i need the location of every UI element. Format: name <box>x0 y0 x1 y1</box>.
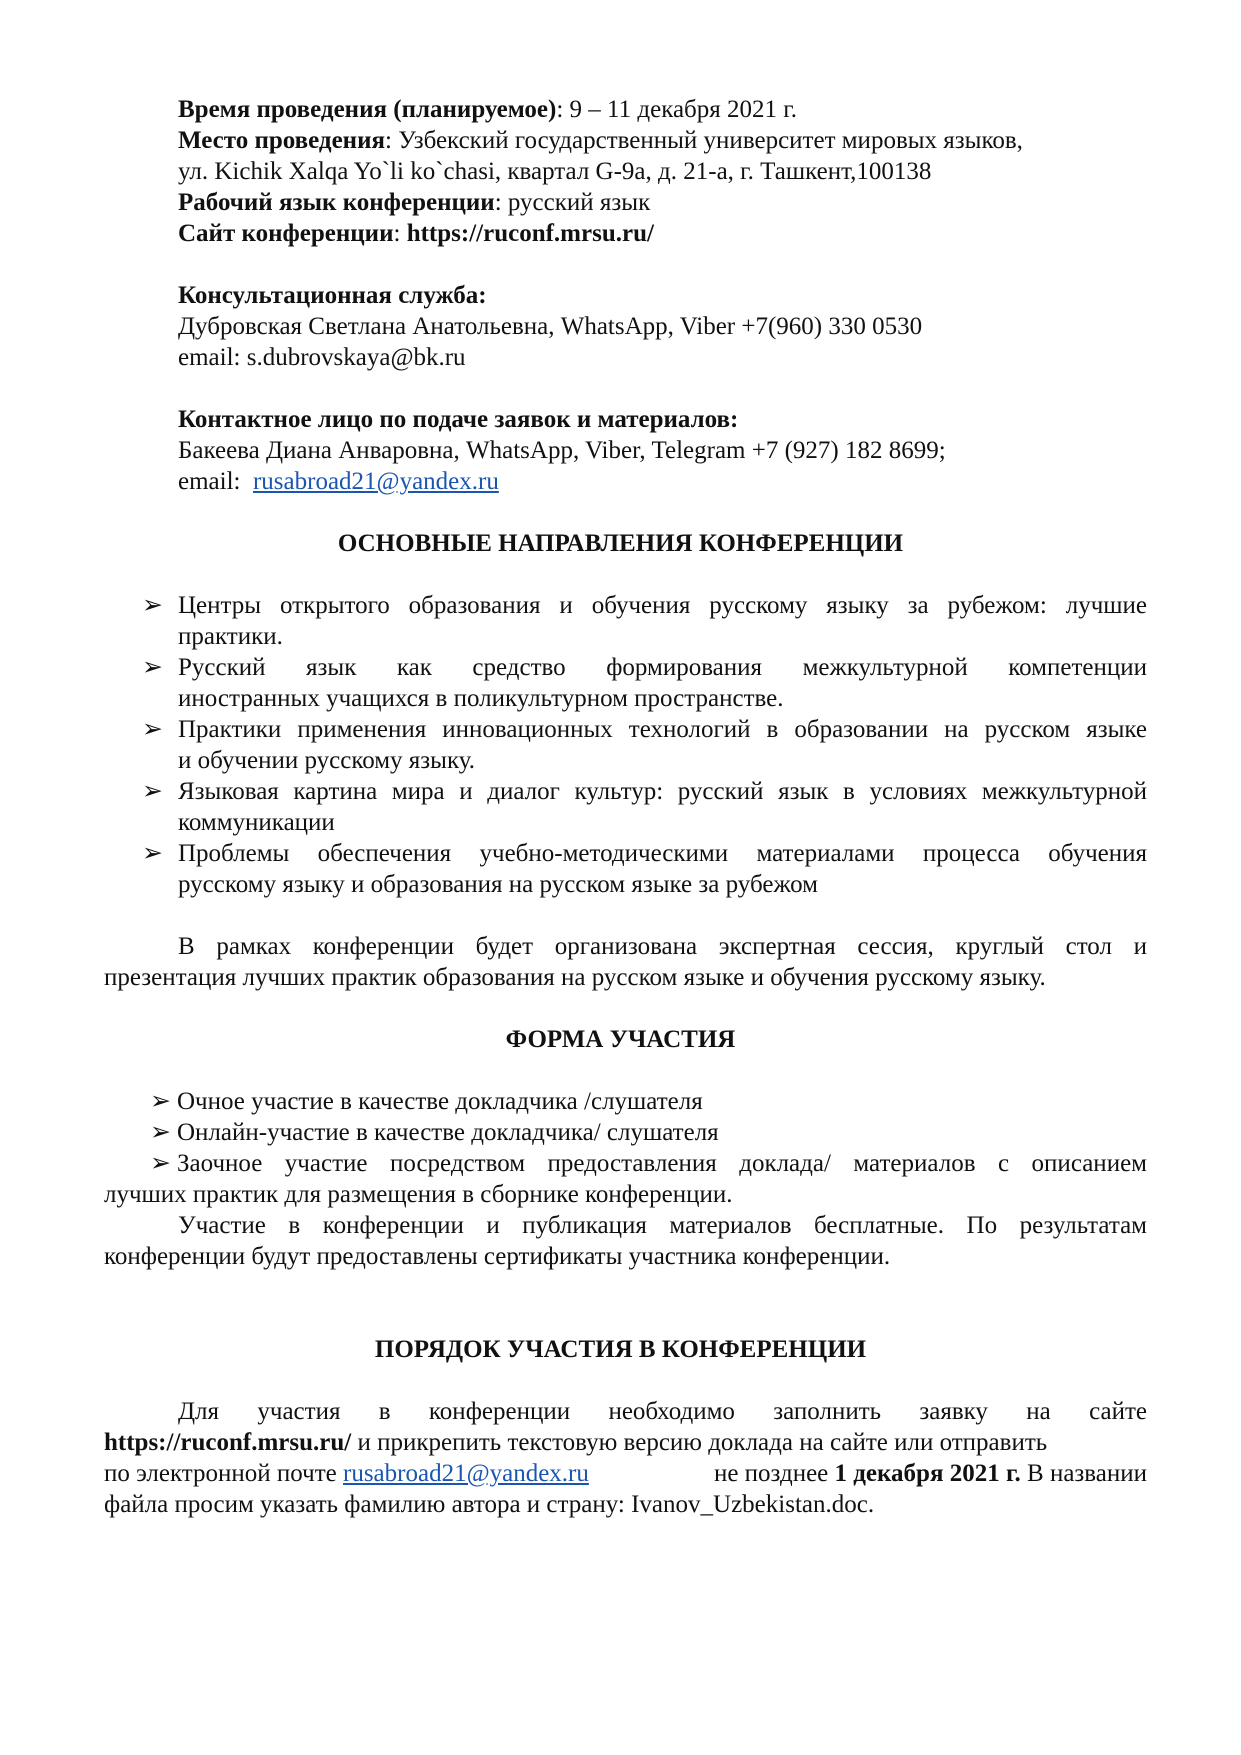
form-item-3-line1: Заочное участие посредством предоставления доклада/ материалов с описанием <box>177 1150 1147 1177</box>
form-item-3-line2: лучших практик для размещения в сборнике конференции. <box>104 1181 733 1208</box>
bullet-arrow-icon: ➢ <box>142 654 163 681</box>
contact-person: Бакеева Диана Анваровна, WhatsApp, Viber, Telegram +7 (927) 182 8699; <box>178 437 946 464</box>
form-heading: ФОРМА УЧАСТИЯ <box>505 1026 736 1053</box>
bullet-arrow-icon: ➢ <box>150 1150 171 1177</box>
contact-email-line <box>178 467 499 497</box>
lang-label: Рабочий язык конференции <box>178 189 495 216</box>
place-label: Место проведения <box>178 127 385 154</box>
bullet-arrow-icon: ➢ <box>142 778 163 805</box>
directions-note-line1: В рамках конференции будет организована экспертная сессия, круглый стол и <box>178 933 1147 960</box>
direction-item-4-line2: коммуникации <box>178 809 335 836</box>
time-line <box>178 95 797 125</box>
form-item-1: Очное участие в качестве докладчика /слушателя <box>177 1088 703 1115</box>
direction-item-2-line2: иностранных учащихся в поликультурном пространстве. <box>178 685 784 712</box>
direction-item-2-line1: Русский язык как средство формирования межкультурной компетенции <box>178 654 1147 681</box>
order-line4: файла просим указать фамилию автора и страну: Ivanov_Uzbekistan.doc. <box>104 1491 875 1518</box>
order-line1: Для участия в конференции необходимо заполнить заявку на сайте <box>178 1398 1147 1425</box>
site-label: Сайт конференции <box>178 220 394 247</box>
order-heading: ПОРЯДОК УЧАСТИЯ В КОНФЕРЕНЦИИ <box>374 1336 867 1363</box>
order-line3-a: по электронной почте <box>104 1460 343 1487</box>
consult-email: email: s.dubrovskaya@bk.ru <box>178 344 466 371</box>
form-free-line2: конференции будут предоставлены сертификаты участника конференции. <box>104 1243 891 1270</box>
bullet-arrow-icon: ➢ <box>142 840 163 867</box>
order-deadline: 1 декабря 2021 г. <box>834 1460 1021 1487</box>
directions-heading: ОСНОВНЫЕ НАПРАВЛЕНИЯ КОНФЕРЕНЦИИ <box>337 530 904 557</box>
order-site-url[interactable]: https://ruconf.mrsu.ru/ <box>104 1429 352 1456</box>
bullet-arrow-icon: ➢ <box>142 716 163 743</box>
lang-line <box>178 188 650 218</box>
site-sep: : <box>393 220 407 247</box>
bullet-arrow-icon: ➢ <box>142 592 163 619</box>
lang-value: : русский язык <box>494 189 651 216</box>
order-line3-end <box>714 1459 1147 1489</box>
site-line <box>178 219 654 249</box>
direction-item-5-line2: русскому языку и образования на русском языке за рубежом <box>178 871 818 898</box>
direction-item-3-line2: и обучении русскому языку. <box>178 747 475 774</box>
bullet-arrow-icon: ➢ <box>150 1119 171 1146</box>
order-email-link[interactable]: rusabroad21@yandex.ru <box>343 1460 589 1487</box>
direction-item-1-line2: практики. <box>178 623 283 650</box>
place-address: ул. Kichik Xalqa Yo`li ko`chasi, квартал G-9a, д. 21-а, г. Ташкент,100138 <box>178 158 932 185</box>
consult-heading: Консультационная служба: <box>178 282 487 309</box>
directions-note-line2: презентация лучших практик образования на русском языке и обучения русскому языку. <box>104 964 1046 991</box>
bullet-arrow-icon: ➢ <box>150 1088 171 1115</box>
place-value: : Узбекский государственный университет мировых языков, <box>385 127 1023 154</box>
direction-item-4-line1: Языковая картина мира и диалог культур: русский язык в условиях межкультурной <box>178 778 1147 805</box>
time-label: Время проведения (планируемое) <box>178 96 557 123</box>
time-value: : 9 – 11 декабря 2021 г. <box>556 96 797 123</box>
order-line3-c: В названии <box>1020 1460 1147 1487</box>
direction-item-1-line1: Центры открытого образования и обучения русскому языку за рубежом: лучшие <box>178 592 1147 619</box>
contact-email-label: email: <box>178 468 241 495</box>
direction-item-5-line1: Проблемы обеспечения учебно-методическими материалами процесса обучения <box>178 840 1147 867</box>
form-free-line1: Участие в конференции и публикация материалов бесплатные. По результатам <box>178 1212 1147 1239</box>
consult-person: Дубровская Светлана Анатольевна, WhatsApp, Viber +7(960) 330 0530 <box>178 313 923 340</box>
order-line2 <box>104 1428 1047 1458</box>
order-line2-rest: и прикрепить текстовую версию доклада на сайте или отправить <box>351 1429 1048 1456</box>
form-item-2: Онлайн-участие в качестве докладчика/ слушателя <box>177 1119 719 1146</box>
place-line <box>178 126 1023 156</box>
direction-item-3-line1: Практики применения инновационных технологий в образовании на русском языке <box>178 716 1147 743</box>
contact-email-link[interactable]: rusabroad21@yandex.ru <box>252 468 499 495</box>
site-url[interactable]: https://ruconf.mrsu.ru/ <box>406 220 654 247</box>
contact-heading: Контактное лицо по подаче заявок и материалов: <box>178 406 739 433</box>
order-line3-b: не позднее <box>713 1460 835 1487</box>
order-line3 <box>104 1459 1147 1489</box>
order-line3-start <box>104 1459 589 1489</box>
